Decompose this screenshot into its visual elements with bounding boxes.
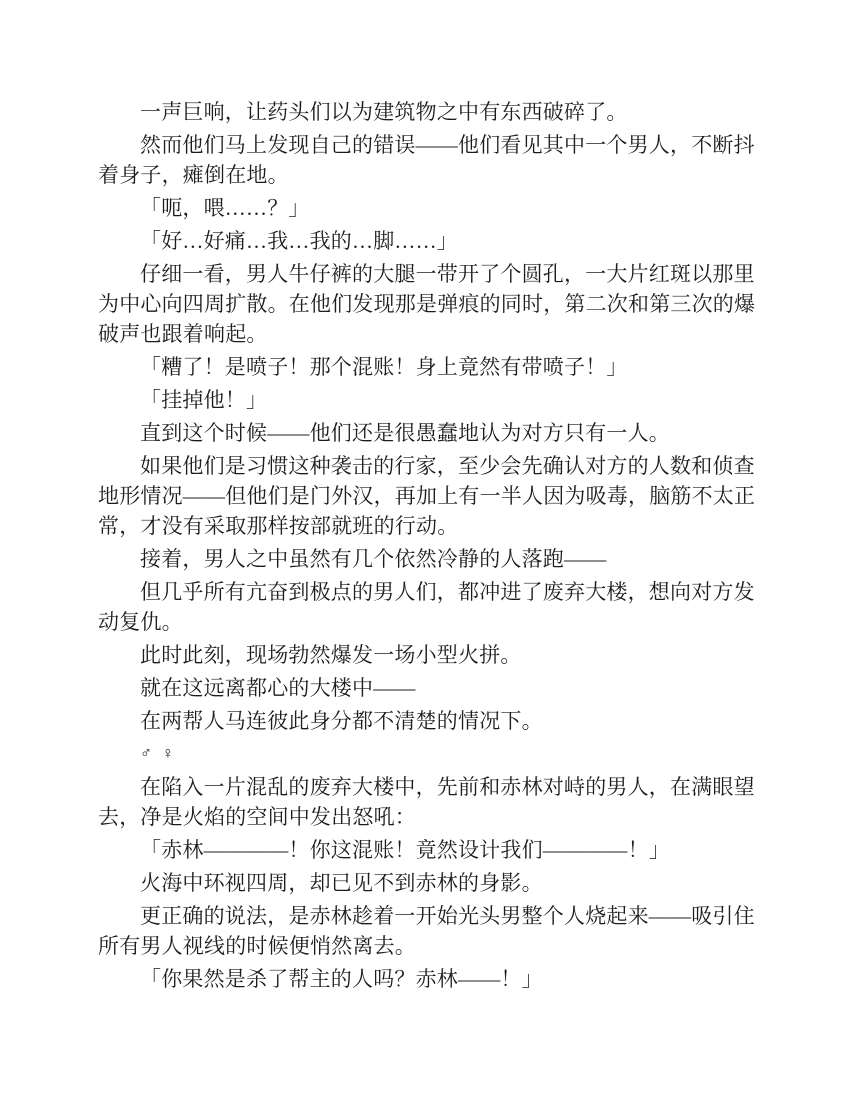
narration-paragraph: 在两帮人马连彼此身分都不清楚的情况下。	[140, 709, 543, 733]
dialogue-line: 「挂掉他！」	[140, 388, 268, 412]
dialogue-line: 「呃，喂……？」	[140, 196, 310, 220]
dialogue-line: 「好…好痛…我…我的…脚……」	[140, 229, 458, 253]
dialogue-line: 「赤林————！你这混账！竟然设计我们————！」	[140, 838, 670, 862]
narration-paragraph: 直到这个时候——他们还是很愚蠢地认为对方只有一人。	[140, 421, 670, 445]
dialogue-line: 「糟了！是喷子！那个混账！身上竟然有带喷子！」	[140, 355, 628, 379]
narration-paragraph: 然而他们马上发现自己的错误——他们看见其中一个男人，不断抖着身子，瘫倒在地。	[98, 133, 755, 187]
narration-paragraph: 在陷入一片混乱的废弃大楼中，先前和赤林对峙的男人，在满眼望去，净是火焰的空间中发出怒吼：	[98, 775, 755, 829]
narration-paragraph: 接着，男人之中虽然有几个依然冷静的人落跑——	[140, 547, 607, 571]
dialogue-line: 「你果然是杀了帮主的人吗？赤林——！」	[140, 967, 543, 991]
scene-break-divider: ♂ ♀	[140, 745, 177, 762]
novel-page	[98, 97, 768, 997]
narration-paragraph: 但几乎所有亢奋到极点的男人们，都冲进了废弃大楼，想向对方发动复仇。	[98, 580, 755, 634]
narration-paragraph: 火海中环视四周，却已见不到赤林的身影。	[140, 871, 543, 895]
narration-paragraph: 仔细一看，男人牛仔裤的大腿一带开了个圆孔，一大片红斑以那里为中心向四周扩散。在他们发现那是弹痕的同时，第二次和第三次的爆破声也跟着响起。	[98, 262, 756, 346]
narration-paragraph: 如果他们是习惯这种袭击的行家，至少会先确认对方的人数和侦查地形情况——但他们是门外汉，再加上有一半人因为吸毒，脑筋不太正常，才没有采取那样按部就班的行动。	[98, 454, 756, 538]
narration-paragraph: 此时此刻，现场勃然爆发一场小型火拼。	[140, 643, 522, 667]
narration-paragraph: 就在这远离都心的大楼中——	[140, 676, 416, 700]
narration-paragraph: 一声巨响，让药头们以为建筑物之中有东西破碎了。	[140, 100, 628, 124]
narration-paragraph: 更正确的说法，是赤林趁着一开始光头男整个人烧起来——吸引住所有男人视线的时候便悄然离去。	[98, 904, 755, 958]
